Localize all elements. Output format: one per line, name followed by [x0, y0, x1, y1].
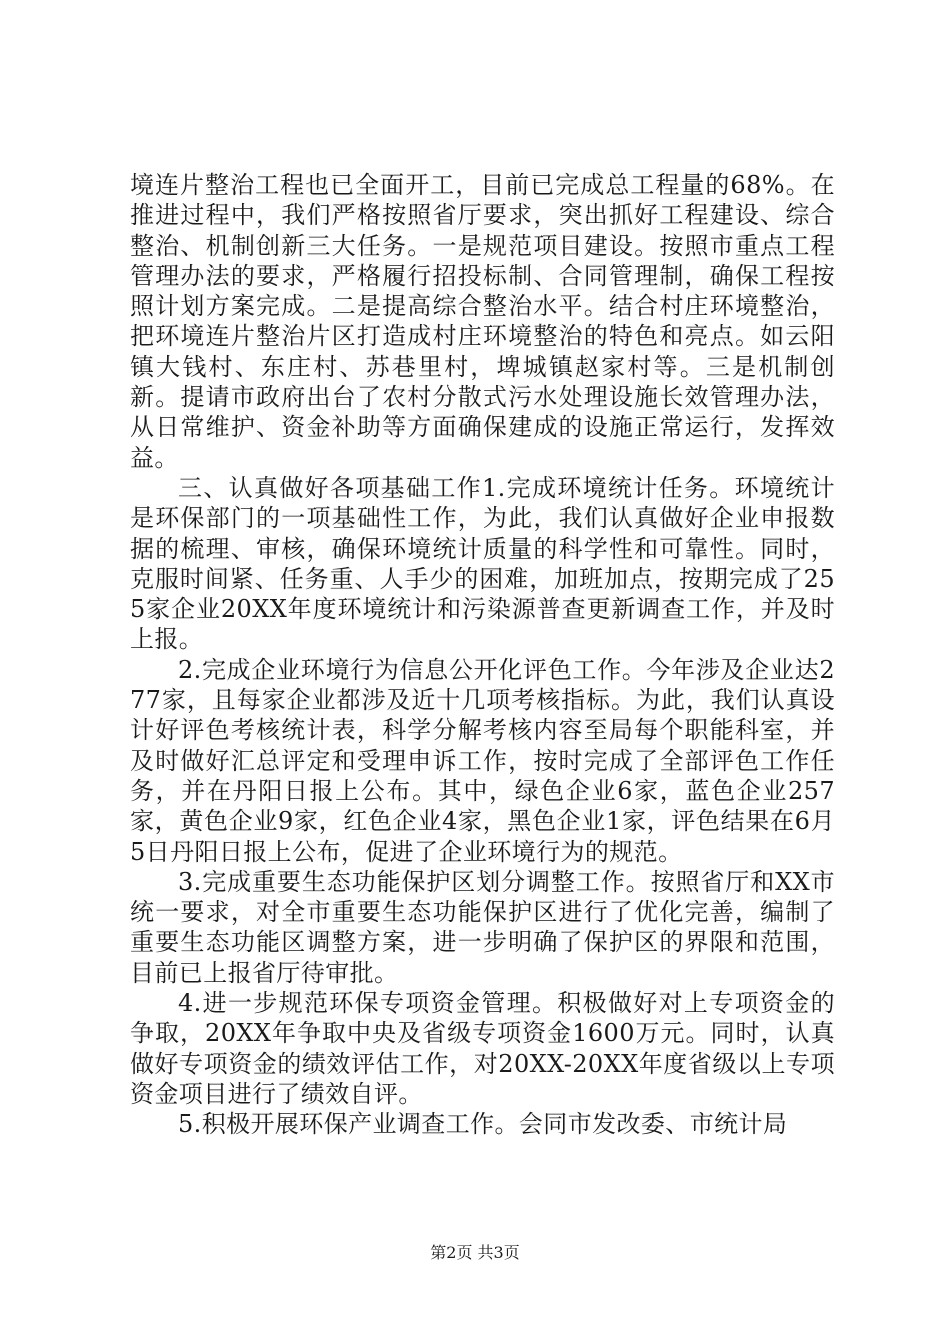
paragraph-2: 三、认真做好各项基础工作1.完成环境统计任务。环境统计是环保部门的一项基础性工作，为此，我们认真做好企业申报数据的梳理、审核，确保环境统计质量的科学性和可靠性。同时，克服时间紧、任务重、人手少的困难，加班加点，按期完成了255家企业20XX年度环境统计和污染源普查更新调查工作，并及时上报。 — [130, 473, 835, 654]
document-body — [130, 170, 835, 1140]
paragraph-4: 3.完成重要生态功能保护区划分调整工作。按照省厅和XX市统一要求，对全市重要生态功能保护区进行了优化完善，编制了重要生态功能区调整方案，进一步明确了保护区的界限和范围，目前已上报省厅待审批。 — [130, 867, 835, 987]
paragraph-3: 2.完成企业环境行为信息公开化评色工作。今年涉及企业达277家，且每家企业都涉及近十几项考核指标。为此，我们认真设计好评色考核统计表，科学分解考核内容至局每个职能科室，并及时做好汇总评定和受理申诉工作，按时完成了全部评色工作任务，并在丹阳日报上公布。其中，绿色企业6家，蓝色企业257家，黄色企业9家，红色企业4家，黑色企业1家，评色结果在6月5日丹阳日报上公布，促进了企业环境行为的规范。 — [130, 655, 835, 866]
page-number-footer: 第2页 共3页 — [430, 1243, 520, 1262]
paragraph-1: 境连片整治工程也已全面开工，目前已完成总工程量的68%。在推进过程中，我们严格按照省厅要求，突出抓好工程建设、综合整治、机制创新三大任务。一是规范项目建设。按照市重点工程管理办法的要求，严格履行招投标制、合同管理制，确保工程按照计划方案完成。二是提高综合整治水平。结合村庄环境整治，把环境连片整治片区打造成村庄环境整治的特色和亮点。如云阳镇大钱村、东庄村、苏巷里村，埤城镇赵家村等。三是机制创新。提请市政府出台了农村分散式污水处理设施长效管理办法，从日常维护、资金补助等方面确保建成的设施正常运行，发挥效益。 — [130, 171, 835, 472]
paragraph-6: 5.积极开展环保产业调查工作。会同市发改委、市统计局 — [178, 1110, 788, 1139]
paragraph-5: 4.进一步规范环保专项资金管理。积极做好对上专项资金的争取，20XX年争取中央及省级专项资金1600万元。同时，认真做好专项资金的绩效评估工作，对20XX-20XX年度省级以上专项资金项目进行了绩效自评。 — [130, 989, 835, 1108]
